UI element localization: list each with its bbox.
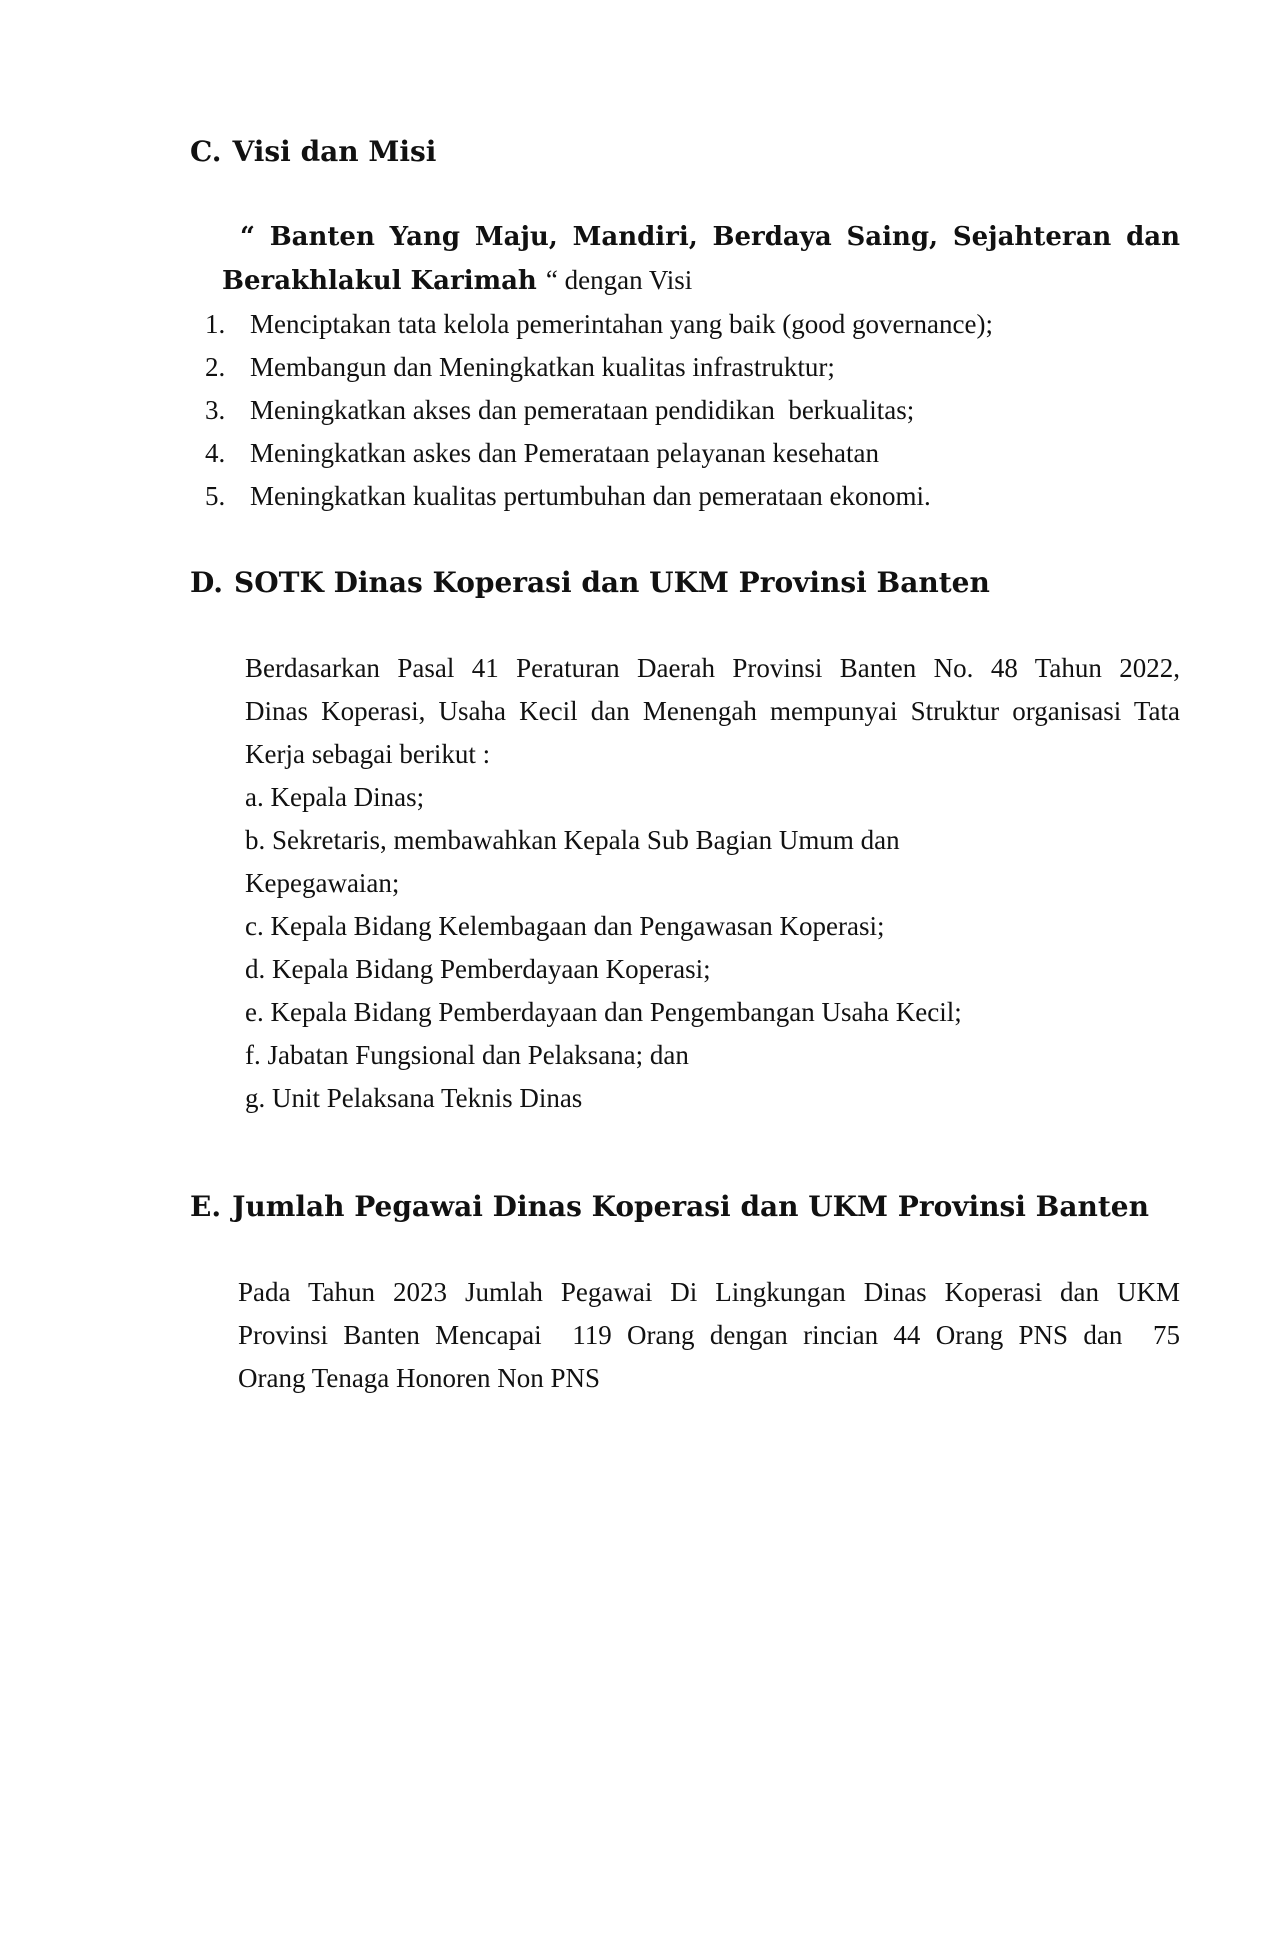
section-c-title: Visi dan Misi [232, 135, 437, 168]
mission-item-number: 3. [205, 395, 226, 425]
vision-quote-line-2-regular: “ dengan Visi [545, 265, 693, 295]
mission-item-text: Membangun dan Meningkatkan kualitas infrastruktur; [250, 352, 835, 382]
section-c-heading [190, 130, 1271, 173]
mission-item-text: Meningkatkan kualitas pertumbuhan dan pemerataan ekonomi. [250, 481, 931, 511]
employee-paragraph-line: Provinsi Banten Mencapai 119 Orang dengan rincian 44 Orang PNS dan 75 [238, 1320, 1180, 1350]
vision-quote-line-2 [222, 259, 1180, 303]
mission-list-item [205, 432, 1180, 475]
mission-list-item [205, 303, 1180, 346]
employee-paragraph-line: Pada Tahun 2023 Jumlah Pegawai Di Lingkungan Dinas Koperasi dan UKM [238, 1277, 1180, 1307]
mission-list [205, 303, 1180, 518]
mission-list-item [205, 389, 1180, 432]
mission-item-text: Meningkatkan akses dan pemerataan pendidikan berkualitas; [250, 395, 915, 425]
section-d-label: D. [190, 566, 224, 599]
section-e-heading [190, 1185, 1271, 1228]
sotk-paragraph-line: Berdasarkan Pasal 41 Peraturan Daerah Provinsi Banten No. 48 Tahun 2022, [245, 653, 1180, 683]
vision-quote-line-2-bold: Berakhlakul Karimah [222, 266, 546, 296]
mission-item-text: Menciptakan tata kelola pemerintahan yang baik (good governance); [250, 309, 993, 339]
employee-paragraph-line: Orang Tenaga Honoren Non PNS [238, 1363, 601, 1393]
structure-list-line: c. Kepala Bidang Kelembagaan dan Pengawasan Koperasi; [245, 911, 885, 941]
section-d-title: SOTK Dinas Koperasi dan UKM Provinsi Banten [234, 566, 990, 599]
structure-list [245, 776, 1180, 1120]
structure-list-line: e. Kepala Bidang Pemberdayaan dan Pengembangan Usaha Kecil; [245, 997, 962, 1027]
mission-list-item [205, 346, 1180, 389]
structure-list-line: g. Unit Pelaksana Teknis Dinas [245, 1083, 583, 1113]
section-d-heading [190, 561, 1271, 604]
mission-item-number: 1. [205, 309, 226, 339]
structure-list-line: a. Kepala Dinas; [245, 782, 425, 812]
mission-item-text: Meningkatkan askes dan Pemerataan pelayanan kesehatan [250, 438, 879, 468]
sotk-paragraph [245, 647, 1180, 776]
mission-item-number: 4. [205, 438, 226, 468]
mission-list-item [205, 475, 1180, 518]
structure-list-line: d. Kepala Bidang Pemberdayaan Koperasi; [245, 954, 711, 984]
sotk-paragraph-line: Dinas Koperasi, Usaha Kecil dan Menengah mempunyai Struktur organisasi Tata [245, 696, 1180, 726]
vision-quote-line-1: “ Banten Yang Maju, Mandiri, Berdaya Saing, Sejahteran dan [240, 222, 1180, 252]
employee-paragraph [238, 1271, 1180, 1400]
sotk-paragraph-line: Kerja sebagai berikut : [245, 739, 491, 769]
structure-list-line: Kepegawaian; [245, 868, 400, 898]
vision-quote [222, 216, 1180, 303]
section-e-title: Jumlah Pegawai Dinas Koperasi dan UKM Provinsi Banten [232, 1190, 1149, 1223]
structure-list-line: b. Sekretaris, membawahkan Kepala Sub Bagian Umum dan [245, 825, 900, 855]
mission-item-number: 5. [205, 481, 226, 511]
structure-list-line: f. Jabatan Fungsional dan Pelaksana; dan [245, 1040, 689, 1070]
section-e-label: E. [190, 1190, 222, 1223]
section-c-label: C. [190, 135, 222, 168]
mission-item-number: 2. [205, 352, 226, 382]
